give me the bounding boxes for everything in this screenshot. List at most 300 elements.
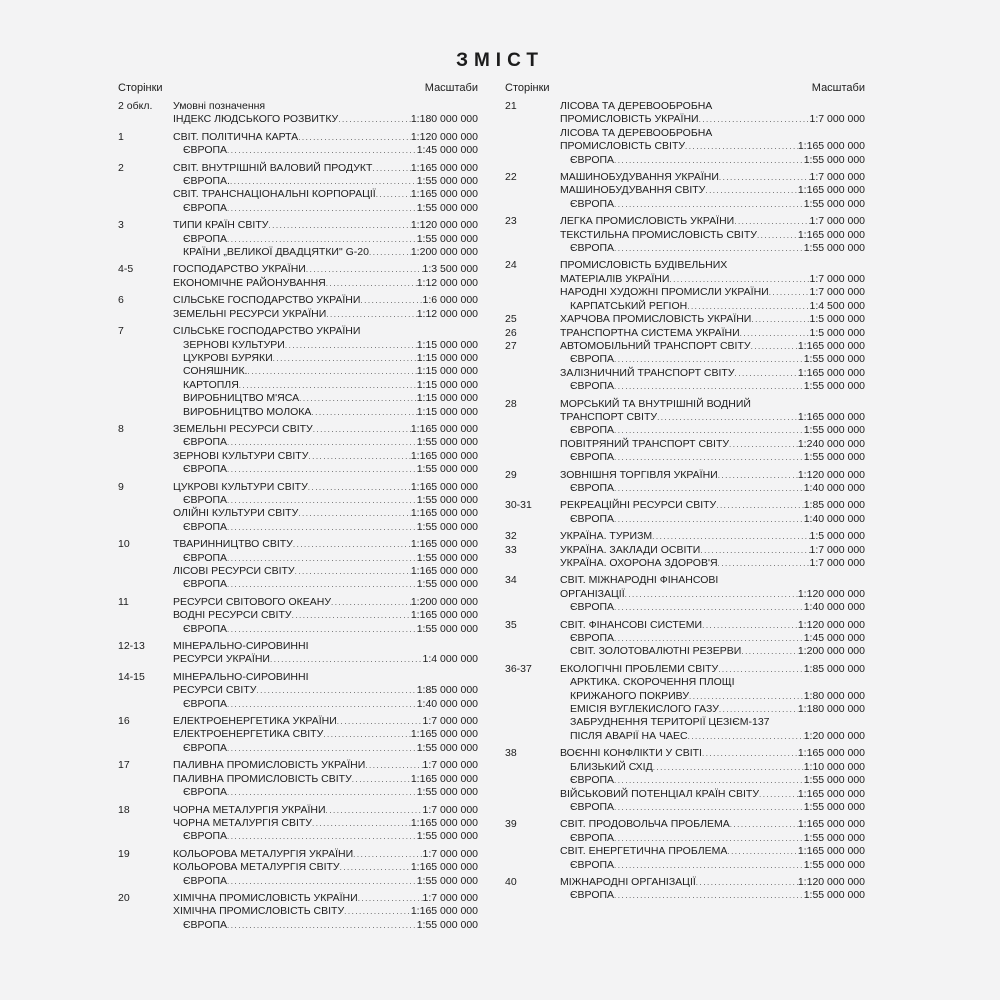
toc-entry xyxy=(505,588,865,601)
dot-leader xyxy=(227,578,417,591)
toc-entry xyxy=(118,861,478,874)
scale-value: 1:3 500 000 xyxy=(422,263,478,276)
scale-value: 1:200 000 000 xyxy=(410,246,478,259)
entry-title: ЄВРОПА xyxy=(183,918,228,931)
entry-title: ЧОРНА МЕТАЛУРГІЯ СВІТУ xyxy=(173,816,312,829)
page-title: ЗМІСТ xyxy=(456,50,544,71)
entry-title: МІЖНАРОДНІ ОРГАНІЗАЦІЇ xyxy=(560,875,696,888)
scale-value: 1:165 000 000 xyxy=(797,410,865,423)
entry-title: ЦУКРОВІ БУРЯКИ xyxy=(183,351,273,364)
scale-value: 1:55 000 000 xyxy=(803,153,865,166)
scale-value: 1:7 000 000 xyxy=(422,759,478,772)
page-number: 6 xyxy=(118,294,124,307)
dot-leader xyxy=(614,424,804,437)
dot-leader xyxy=(295,565,411,578)
toc-entry xyxy=(118,578,478,591)
dot-leader xyxy=(292,609,411,622)
toc-entry xyxy=(505,747,865,760)
page-number: 33 xyxy=(505,543,517,556)
entry-title: МАШИНОБУДУВАННЯ СВІТУ xyxy=(560,184,706,197)
page-number: 30-31 xyxy=(505,499,532,512)
page-number: 19 xyxy=(118,847,130,860)
toc-entry xyxy=(505,451,865,464)
dot-leader xyxy=(718,469,798,482)
toc-entry xyxy=(505,818,865,831)
scale-value: 1:165 000 000 xyxy=(410,188,478,201)
dot-leader xyxy=(751,313,809,326)
scale-value: 1:55 000 000 xyxy=(803,353,865,366)
dot-leader xyxy=(653,761,804,774)
entry-title: АРКТИКА. СКОРОЧЕННЯ ПЛОЩІ xyxy=(570,676,735,689)
toc-entry xyxy=(505,300,865,313)
scale-value: 1:120 000 000 xyxy=(410,130,478,143)
toc-entry xyxy=(118,698,478,711)
scale-value: 1:55 000 000 xyxy=(416,232,478,245)
entry-title: ЄВРОПА xyxy=(183,520,228,533)
entry-title: ЄВРОПА xyxy=(570,153,615,166)
entry-title: ВИРОБНИЦТВО М'ЯСА xyxy=(183,392,300,405)
dot-leader xyxy=(308,481,411,494)
entry-title: ПРОМИСЛОВІСТЬ БУДІВЕЛЬНИХ xyxy=(560,259,728,272)
scale-value: 1:165 000 000 xyxy=(410,449,478,462)
entry-title: ЄВРОПА xyxy=(183,493,228,506)
entry-title: МАШИНОБУДУВАННЯ УКРАЇНИ xyxy=(560,171,719,184)
dot-leader xyxy=(740,327,810,340)
entry-title: ЛІСОВА ТА ДЕРЕВООБРОБНА xyxy=(560,100,713,112)
page-number: 17 xyxy=(118,759,130,772)
dot-leader xyxy=(696,876,798,889)
toc-entry xyxy=(118,521,478,534)
entry-title: ЄВРОПА xyxy=(183,830,228,843)
scale-value: 1:165 000 000 xyxy=(410,609,478,622)
toc-entry xyxy=(505,100,865,113)
entry-title: СВІТ. ПОЛІТИЧНА КАРТА xyxy=(173,130,299,143)
page-number: 34 xyxy=(505,574,517,587)
page-number: 29 xyxy=(505,468,517,481)
dot-leader xyxy=(365,759,422,772)
entry-title: КРИЖАНОГО ПОКРИВУ xyxy=(570,689,690,702)
dot-leader xyxy=(729,438,798,451)
toc-entry xyxy=(505,676,865,689)
scale-value: 1:55 000 000 xyxy=(416,551,478,564)
entry-title: УКРАЇНА. ОХОРОНА ЗДОРОВ'Я xyxy=(560,557,718,569)
scale-value: 1:165 000 000 xyxy=(797,818,865,831)
scale-value: 1:165 000 000 xyxy=(797,747,865,760)
entry-title: ХІМІЧНА ПРОМИСЛОВІСТЬ СВІТУ xyxy=(173,905,345,918)
dot-leader xyxy=(273,352,417,365)
dot-leader xyxy=(268,219,410,232)
scale-value: 1:55 000 000 xyxy=(416,201,478,214)
scale-value: 1:7 000 000 xyxy=(422,803,478,816)
scale-value: 1:55 000 000 xyxy=(416,830,478,843)
dot-leader xyxy=(614,801,804,814)
entry-title: СВІТ. ТРАНСНАЦІОНАЛЬНІ КОРПОРАЦІЇ xyxy=(173,188,376,201)
scale-value: 1:45 000 000 xyxy=(803,632,865,645)
entry-title: ПАЛИВНА ПРОМИСЛОВІСТЬ УКРАЇНИ xyxy=(173,759,366,772)
scale-value: 1:55 000 000 xyxy=(803,889,865,902)
entry-title: ЄВРОПА xyxy=(570,774,615,787)
scale-value: 1:55 000 000 xyxy=(416,874,478,887)
scale-value: 1:7 000 000 xyxy=(809,543,865,556)
entry-title: ПРОМИСЛОВІСТЬ УКРАЇНИ xyxy=(560,113,699,126)
entry-title: СІЛЬСЬКЕ ГОСПОДАРСТВО УКРАЇНИ xyxy=(173,325,361,338)
entry-title: ЕЛЕКТРОЕНЕРГЕТИКА УКРАЇНИ xyxy=(173,715,337,728)
toc-entry xyxy=(118,773,478,786)
toc-entry xyxy=(505,215,865,228)
entry-title: СІЛЬСЬКЕ ГОСПОДАРСТВО УКРАЇНИ xyxy=(173,294,361,307)
toc-entry xyxy=(505,645,865,658)
scale-value: 1:15 000 000 xyxy=(416,351,478,364)
entry-title: СВІТ. ЗОЛОТОВАЛЮТНІ РЕЗЕРВИ xyxy=(570,645,742,658)
entry-title: ТРАНСПОРТНА СИСТЕМА УКРАЇНИ xyxy=(560,326,740,339)
pages-label: Сторінки xyxy=(118,82,163,94)
toc-entry xyxy=(505,340,865,353)
scale-value: 1:7 000 000 xyxy=(809,171,865,184)
toc-entry xyxy=(505,229,865,242)
entry-title: УКРАЇНА. ЗАКЛАДИ ОСВІТИ xyxy=(560,543,701,556)
scale-value: 1:55 000 000 xyxy=(416,493,478,506)
dot-leader xyxy=(372,162,410,175)
toc-entry xyxy=(118,175,478,188)
entry-title: СВІТ. МІЖНАРОДНІ ФІНАНСОВІ xyxy=(560,574,719,587)
dot-leader xyxy=(614,601,804,614)
toc-entry xyxy=(118,715,478,728)
page-number: 36-37 xyxy=(505,662,532,675)
dot-leader xyxy=(239,379,417,392)
entry-title: ХІМІЧНА ПРОМИСЛОВІСТЬ УКРАЇНИ xyxy=(173,891,358,904)
toc-entry xyxy=(505,367,865,380)
entry-title: КОЛЬОРОВА МЕТАЛУРГІЯ УКРАЇНИ xyxy=(173,847,354,860)
toc-entry xyxy=(118,919,478,932)
scale-value: 1:200 000 000 xyxy=(410,595,478,608)
entry-title: ЄВРОПА. xyxy=(183,175,230,188)
entry-title: ЧОРНА МЕТАЛУРГІЯ УКРАЇНИ xyxy=(173,803,326,816)
entry-title: ЄВРОПА xyxy=(183,144,228,157)
toc-entry xyxy=(118,379,478,392)
entry-title: ЄВРОПА xyxy=(570,889,615,902)
scale-value: 1:55 000 000 xyxy=(803,424,865,437)
toc-entry xyxy=(118,436,478,449)
entry-title: ТВАРИННИЦТВО СВІТУ xyxy=(173,538,293,551)
entry-title: ЄВРОПА xyxy=(570,601,615,614)
toc-entry xyxy=(118,113,478,126)
scale-value: 1:240 000 000 xyxy=(797,437,865,450)
page-number: 25 xyxy=(505,313,517,326)
scale-value: 1:7 000 000 xyxy=(422,715,478,728)
dot-leader xyxy=(299,392,417,405)
entry-title: ЄВРОПА xyxy=(570,424,615,437)
entry-title: ЄВРОПА xyxy=(570,632,615,645)
dot-leader xyxy=(326,277,417,290)
entry-title: ПІСЛЯ АВАРІЇ НА ЧАЕС xyxy=(570,729,688,742)
entry-title: ЗОВНІШНЯ ТОРГІВЛЯ УКРАЇНИ xyxy=(560,468,718,481)
dot-leader xyxy=(230,175,417,188)
toc-entry xyxy=(118,423,478,436)
dot-leader xyxy=(669,273,809,286)
toc-entry xyxy=(118,308,478,321)
dot-leader xyxy=(687,300,809,313)
scale-value: 1:165 000 000 xyxy=(410,861,478,874)
scale-value: 1:165 000 000 xyxy=(410,480,478,493)
toc-entry xyxy=(505,663,865,676)
entry-title: ЗАЛІЗНИЧНИЙ ТРАНСПОРТ СВІТУ xyxy=(560,366,735,379)
toc-entry xyxy=(118,352,478,365)
toc-entry xyxy=(505,171,865,184)
toc-entry xyxy=(505,380,865,393)
scale-value: 1:200 000 000 xyxy=(797,645,865,658)
dot-leader xyxy=(344,905,411,918)
dot-leader xyxy=(227,436,417,449)
toc-entry xyxy=(118,830,478,843)
toc-entry xyxy=(505,730,865,743)
dot-leader xyxy=(614,889,804,902)
dot-leader xyxy=(614,242,804,255)
toc-entry xyxy=(505,140,865,153)
dot-leader xyxy=(741,645,798,658)
page-number: 16 xyxy=(118,715,130,728)
page-number: 35 xyxy=(505,618,517,631)
scale-value: 1:120 000 000 xyxy=(797,618,865,631)
toc-entry xyxy=(505,703,865,716)
page-number: 12-13 xyxy=(118,640,145,653)
page-number: 22 xyxy=(505,171,517,184)
page-number: 20 xyxy=(118,891,130,904)
scale-value: 1:165 000 000 xyxy=(797,787,865,800)
entry-title: ЄВРОПА xyxy=(183,786,228,799)
dot-leader xyxy=(614,482,804,495)
toc-entry xyxy=(118,848,478,861)
toc-entry xyxy=(505,259,865,272)
dot-leader xyxy=(614,513,804,526)
entry-title: ЄВРОПА xyxy=(570,481,615,494)
dot-leader xyxy=(614,451,804,464)
page-number: 38 xyxy=(505,747,517,760)
dot-leader xyxy=(702,747,798,760)
toc-entry xyxy=(118,804,478,817)
dot-leader xyxy=(702,619,798,632)
toc-entry xyxy=(118,552,478,565)
dot-leader xyxy=(719,703,798,716)
entry-title: СВІТ. ПРОДОВОЛЬЧА ПРОБЛЕМА xyxy=(560,818,730,831)
page-number: 23 xyxy=(505,215,517,228)
entry-title: ЄВРОПА xyxy=(183,463,228,476)
toc-entry xyxy=(118,131,478,144)
dot-leader xyxy=(718,663,803,676)
page-number: 21 xyxy=(505,100,517,112)
dot-leader xyxy=(353,848,422,861)
toc-entry xyxy=(118,246,478,259)
entry-title: МАТЕРІАЛІВ УКРАЇНИ xyxy=(560,272,670,285)
dot-leader xyxy=(312,817,411,830)
page-number: 24 xyxy=(505,259,517,272)
entry-title: ЗЕМЕЛЬНІ РЕСУРСИ УКРАЇНИ xyxy=(173,307,327,320)
toc-entry xyxy=(118,728,478,741)
toc-entry xyxy=(118,786,478,799)
dot-leader xyxy=(227,830,417,843)
toc-entry xyxy=(505,845,865,858)
toc-entry xyxy=(505,632,865,645)
dot-leader xyxy=(735,367,798,380)
dot-leader xyxy=(285,339,417,352)
dot-leader xyxy=(306,263,423,276)
scale-value: 1:55 000 000 xyxy=(803,774,865,787)
dot-leader xyxy=(716,499,803,512)
entry-title: ЕКОЛОГІЧНІ ПРОБЛЕМИ СВІТУ xyxy=(560,662,719,675)
entry-title: ВОЄННІ КОНФЛІКТИ У СВІТІ xyxy=(560,747,702,760)
scale-value: 1:85 000 000 xyxy=(416,684,478,697)
scale-value: 1:7 000 000 xyxy=(809,272,865,285)
scale-value: 1:55 000 000 xyxy=(803,242,865,255)
scale-value: 1:165 000 000 xyxy=(797,140,865,153)
entry-title: ОЛІЙНІ КУЛЬТУРИ СВІТУ xyxy=(173,507,299,520)
scale-value: 1:55 000 000 xyxy=(416,622,478,635)
scale-value: 1:12 000 000 xyxy=(416,276,478,289)
dot-leader xyxy=(227,623,417,636)
scale-value: 1:180 000 000 xyxy=(797,703,865,716)
toc-rows xyxy=(505,100,865,903)
scale-value: 1:20 000 000 xyxy=(803,729,865,742)
dot-leader xyxy=(308,450,410,463)
dot-leader xyxy=(256,684,416,697)
entry-title: ЄВРОПА xyxy=(183,578,228,591)
dot-leader xyxy=(227,875,417,888)
scale-value: 1:4 000 000 xyxy=(422,653,478,666)
toc-entry xyxy=(505,411,865,424)
scale-value: 1:55 000 000 xyxy=(416,578,478,591)
scale-value: 1:165 000 000 xyxy=(410,905,478,918)
entry-title: ЛІСОВІ РЕСУРСИ СВІТУ xyxy=(173,565,295,577)
dot-leader xyxy=(358,892,423,905)
toc-entry xyxy=(118,365,478,378)
toc-entry xyxy=(118,609,478,622)
page-number: 10 xyxy=(118,538,130,551)
entry-title: СВІТ. ФІНАНСОВІ СИСТЕМИ xyxy=(560,618,703,631)
toc-entry xyxy=(505,273,865,286)
entry-title: КРАЇНИ „ВЕЛИКОЇ ДВАДЦЯТКИ" G-20 xyxy=(183,246,369,259)
scale-value: 1:15 000 000 xyxy=(416,378,478,391)
page-number: 26 xyxy=(505,326,517,339)
dot-leader xyxy=(625,588,798,601)
entry-title: МОРСЬКИЙ ТА ВНУТРІШНІЙ ВОДНИЙ xyxy=(560,397,751,410)
entry-title: ГОСПОДАРСТВО УКРАЇНИ xyxy=(173,263,306,276)
entry-title: КАРПАТСЬКИЙ РЕГІОН xyxy=(570,299,688,312)
dot-leader xyxy=(227,463,417,476)
dot-leader xyxy=(719,171,810,184)
toc-entry xyxy=(118,392,478,405)
dot-leader xyxy=(614,198,804,211)
scale-value: 1:45 000 000 xyxy=(416,144,478,157)
scale-value: 1:165 000 000 xyxy=(797,845,865,858)
scale-value: 1:55 000 000 xyxy=(416,463,478,476)
scales-label: Масштаби xyxy=(811,82,865,94)
entry-title: ВІЙСЬКОВИЙ ПОТЕНЦІАЛ КРАЇН СВІТУ xyxy=(560,787,759,800)
scale-value: 1:15 000 000 xyxy=(416,405,478,418)
toc-entry xyxy=(505,198,865,211)
dot-leader xyxy=(247,365,416,378)
scale-value: 1:55 000 000 xyxy=(803,858,865,871)
entry-title: ЄВРОПА xyxy=(570,831,615,844)
entry-title: ЄВРОПА xyxy=(570,451,615,464)
entry-title: РЕСУРСИ СВІТОВОГО ОКЕАНУ xyxy=(173,595,332,608)
page-number: 40 xyxy=(505,875,517,888)
dot-leader xyxy=(227,786,417,799)
dot-leader xyxy=(614,859,804,872)
scale-value: 1:165 000 000 xyxy=(410,538,478,551)
page-number: 1 xyxy=(118,130,124,143)
toc-entry xyxy=(118,294,478,307)
entry-title: ІНДЕКС ЛЮДСЬКОГО РОЗВИТКУ xyxy=(173,113,339,126)
toc-rows xyxy=(118,100,478,932)
entry-title: ЕЛЕКТРОЕНЕРГЕТИКА СВІТУ xyxy=(173,728,324,741)
entry-title: МІНЕРАЛЬНО-СИРОВИННІ xyxy=(173,670,309,683)
page-number: 27 xyxy=(505,339,517,352)
entry-title: ВОДНІ РЕСУРСИ СВІТУ xyxy=(173,609,292,622)
dot-leader xyxy=(757,229,798,242)
toc-column-left xyxy=(118,80,478,932)
page-number: 2 xyxy=(118,161,124,174)
entry-title: МІНЕРАЛЬНО-СИРОВИННІ xyxy=(173,640,309,653)
entry-title: ВИРОБНИЦТВО МОЛОКА xyxy=(183,405,312,418)
entry-title: ЗЕРНОВІ КУЛЬТУРИ xyxy=(183,338,285,351)
entry-title: ЄВРОПА xyxy=(183,741,228,754)
entry-title: БЛИЗЬКИЙ СХІД xyxy=(570,760,653,773)
entry-title: ЄВРОПА xyxy=(570,800,615,813)
dot-leader xyxy=(227,919,417,932)
entry-title: ЄВРОПА xyxy=(183,697,228,710)
scale-value: 1:165 000 000 xyxy=(797,184,865,197)
toc-entry xyxy=(118,640,478,653)
scale-value: 1:165 000 000 xyxy=(797,228,865,241)
scale-value: 1:55 000 000 xyxy=(803,380,865,393)
toc-entry xyxy=(118,263,478,276)
dot-leader xyxy=(769,286,810,299)
toc-entry xyxy=(505,557,865,570)
dot-leader xyxy=(227,742,417,755)
toc-entry xyxy=(505,761,865,774)
entry-title: НАРОДНІ ХУДОЖНІ ПРОМИСЛИ УКРАЇНИ xyxy=(560,286,769,299)
toc-entry xyxy=(505,327,865,340)
scales-label: Масштаби xyxy=(424,82,478,94)
toc-entry xyxy=(505,832,865,845)
toc-entry xyxy=(505,619,865,632)
scale-value: 1:165 000 000 xyxy=(410,816,478,829)
scale-value: 1:10 000 000 xyxy=(803,760,865,773)
dot-leader xyxy=(614,632,804,645)
page-number: 32 xyxy=(505,530,517,543)
toc-entry xyxy=(118,759,478,772)
dot-leader xyxy=(657,411,798,424)
scale-value: 1:55 000 000 xyxy=(416,741,478,754)
toc-entry xyxy=(505,424,865,437)
scale-value: 1:55 000 000 xyxy=(416,918,478,931)
dot-leader xyxy=(326,804,423,817)
toc-entry xyxy=(118,742,478,755)
toc-entry xyxy=(118,875,478,888)
toc-entry xyxy=(505,398,865,411)
dot-leader xyxy=(352,773,411,786)
scale-value: 1:120 000 000 xyxy=(797,587,865,600)
toc-entry xyxy=(118,507,478,520)
entry-title: ЄВРОПА xyxy=(183,551,228,564)
scale-value: 1:165 000 000 xyxy=(797,339,865,352)
page-number: 14-15 xyxy=(118,670,145,683)
page-number: 3 xyxy=(118,219,124,232)
toc-entry xyxy=(118,277,478,290)
dot-leader xyxy=(338,113,411,126)
entry-title: ЗЕМЕЛЬНІ РЕСУРСИ СВІТУ xyxy=(173,422,313,435)
entry-title: ХАРЧОВА ПРОМИСЛОВІСТЬ УКРАЇНИ xyxy=(560,313,752,326)
dot-leader xyxy=(227,552,417,565)
